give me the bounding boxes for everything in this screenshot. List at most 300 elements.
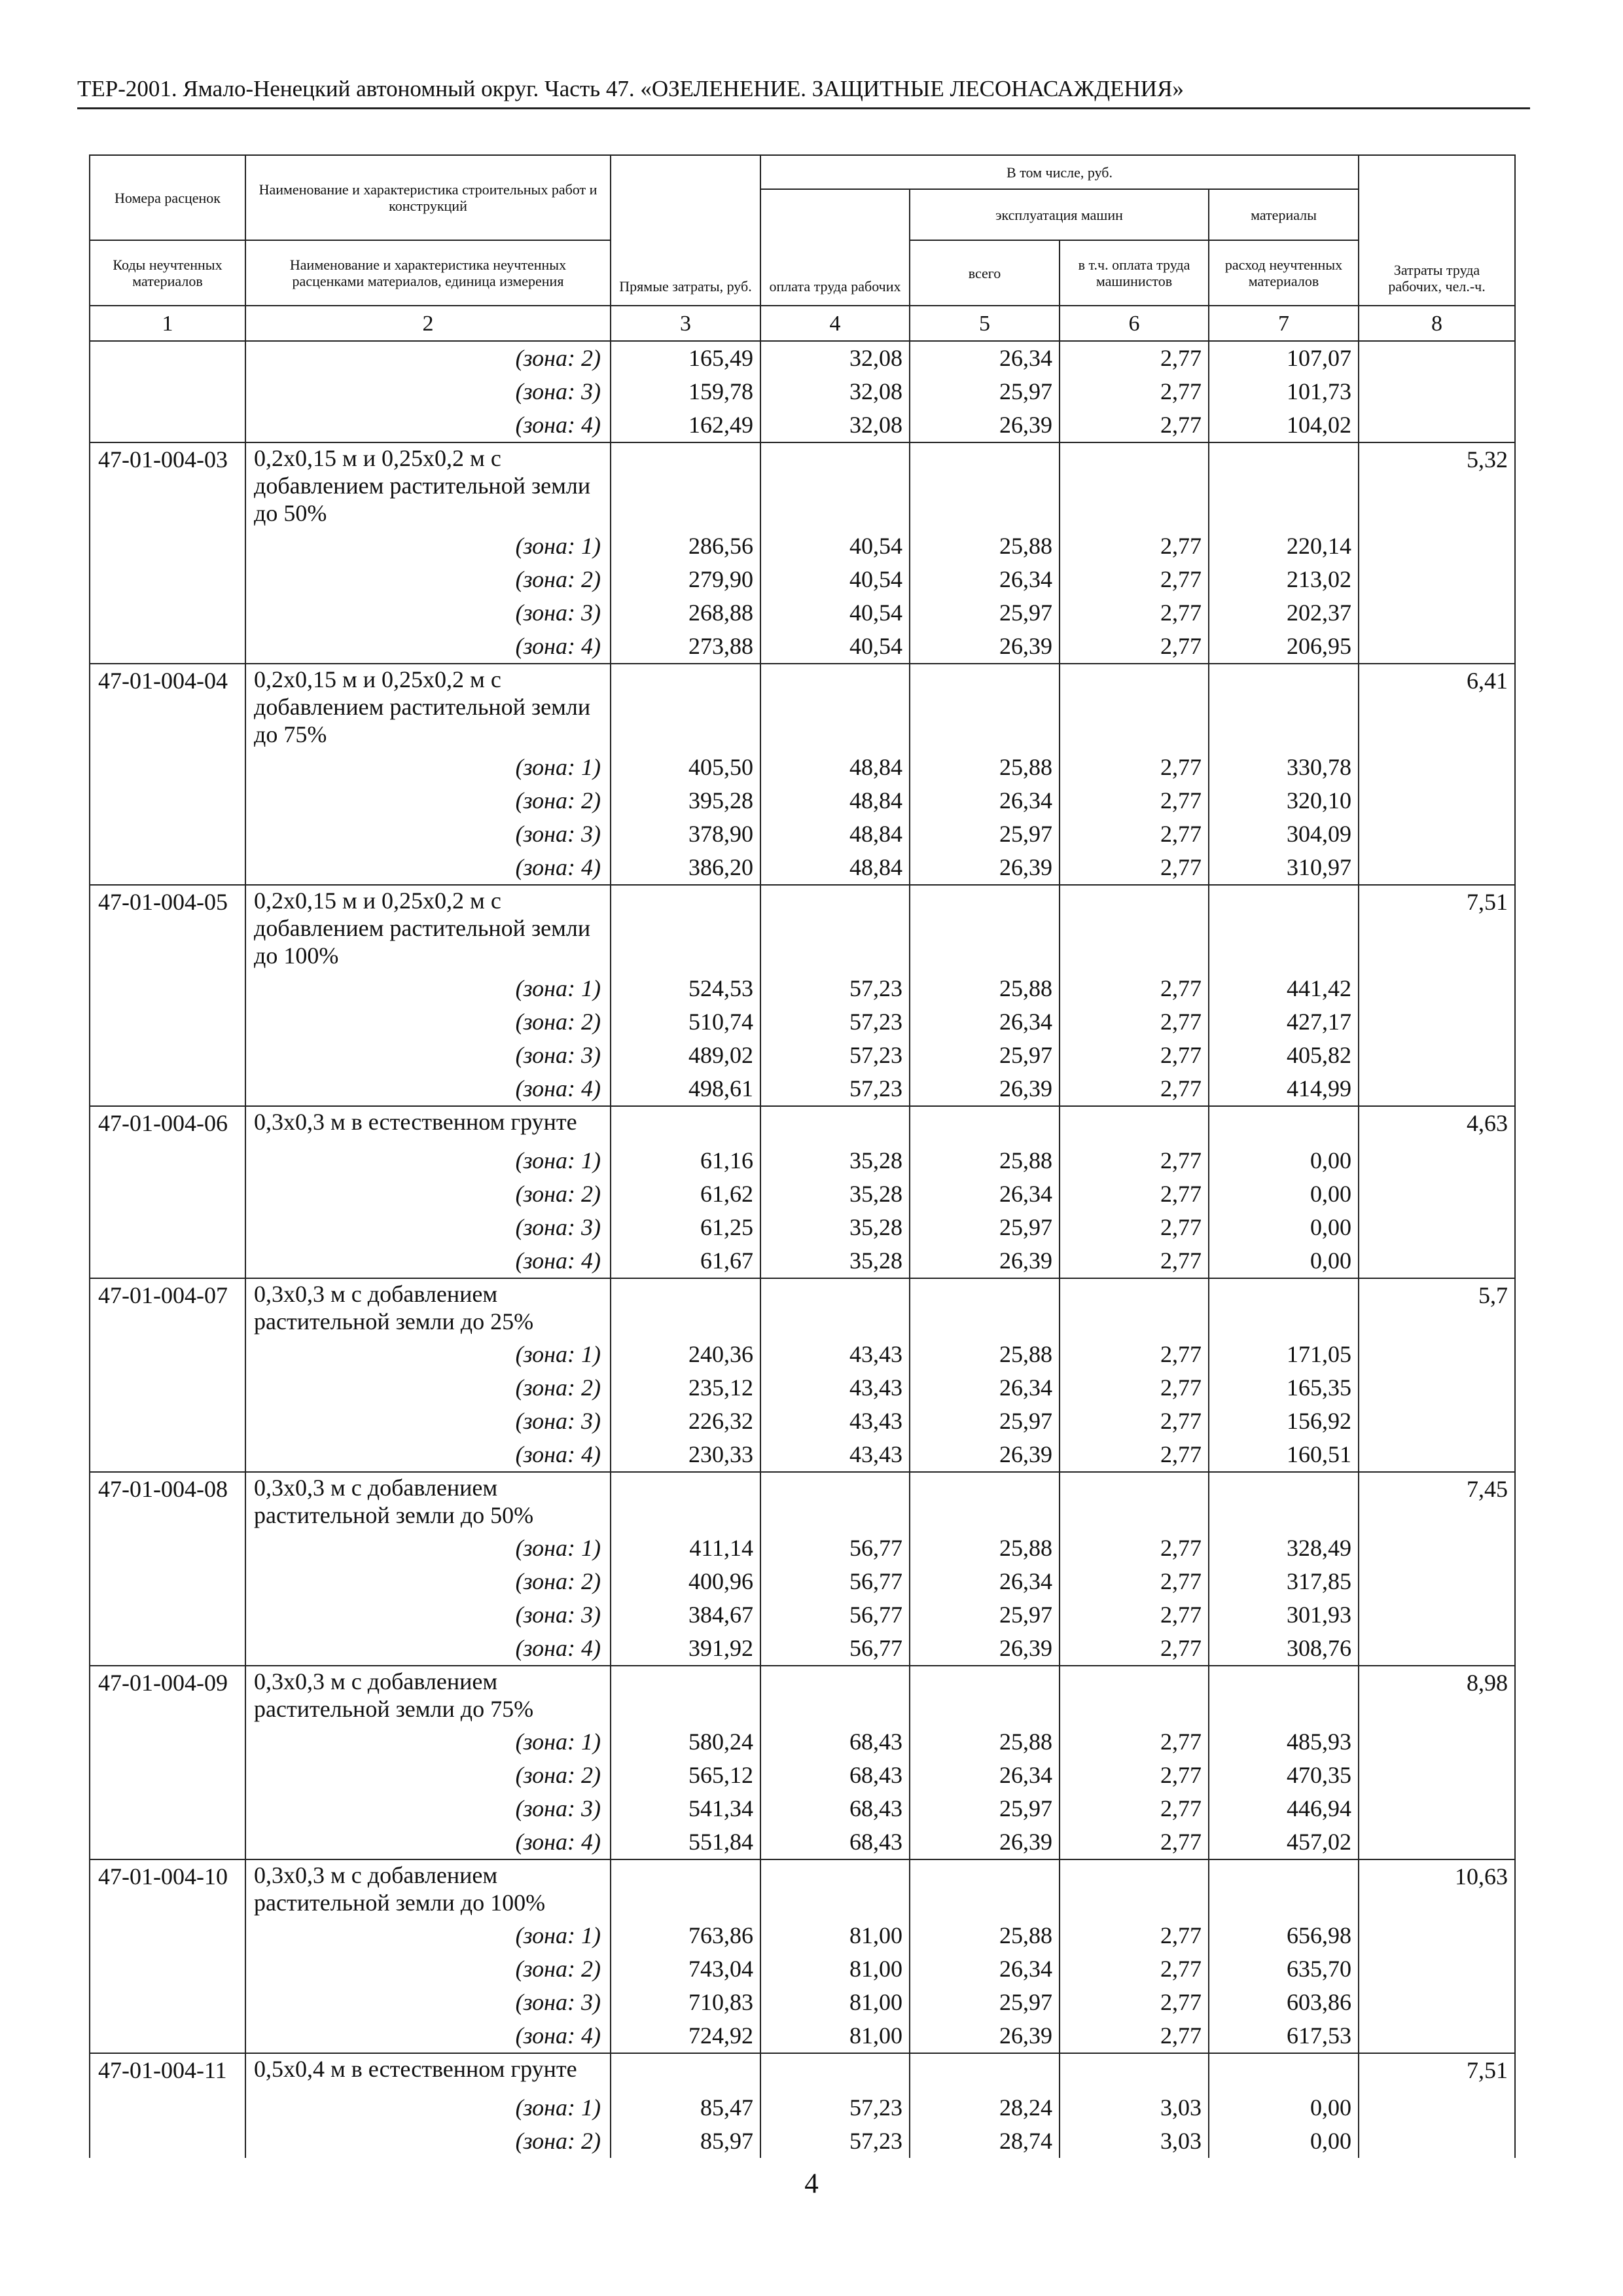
empty-cell [760, 1472, 910, 1532]
machines-total: 28,74 [910, 2125, 1060, 2158]
direct-cost: 240,36 [611, 1338, 760, 1371]
operators-pay: 2,77 [1060, 1725, 1209, 1759]
direct-cost: 551,84 [611, 1825, 760, 1859]
labor-cost: 5,7 [1359, 1278, 1515, 1472]
materials-cost: 171,05 [1209, 1338, 1359, 1371]
table-row [90, 596, 1515, 630]
labor-cost: 7,45 [1359, 1472, 1515, 1666]
operators-pay: 2,77 [1060, 851, 1209, 885]
machines-total: 26,34 [910, 563, 1060, 596]
empty-cell [1209, 885, 1359, 972]
machines-total: 25,97 [910, 596, 1060, 630]
machines-total: 25,88 [910, 1532, 1060, 1565]
zone-label: (зона: 2) [245, 2125, 611, 2158]
col-name-header: Наименование и характеристика строительных работ и конструкций [245, 155, 611, 240]
workers-pay: 56,77 [760, 1598, 910, 1632]
zone-label: (зона: 3) [245, 1039, 611, 1072]
machines-total: 25,97 [910, 1986, 1060, 2019]
operators-pay: 2,77 [1060, 1371, 1209, 1405]
table-row [90, 341, 1515, 375]
workers-pay: 35,28 [760, 1211, 910, 1244]
labor-cost: 8,98 [1359, 1666, 1515, 1859]
workers-pay: 48,84 [760, 851, 910, 885]
col-name-sub-header: Наименование и характеристика неучтенных расценками материалов, единица измерения [245, 240, 611, 306]
workers-pay: 32,08 [760, 341, 910, 375]
zone-label: (зона: 3) [245, 1211, 611, 1244]
operators-pay: 2,77 [1060, 1211, 1209, 1244]
operators-pay: 2,77 [1060, 1438, 1209, 1472]
direct-cost: 400,96 [611, 1565, 760, 1598]
empty-cell [1060, 2053, 1209, 2091]
column-number: 6 [1060, 306, 1209, 341]
empty-cell [1209, 1106, 1359, 1144]
col-codes-sub-header: Коды неучтенных материалов [90, 240, 245, 306]
machines-total: 26,34 [910, 1005, 1060, 1039]
machines-operators-header: в т.ч. оплата труда машинистов [1060, 240, 1209, 306]
empty-cell [910, 1472, 1060, 1532]
workers-pay: 40,54 [760, 563, 910, 596]
table-row [90, 751, 1515, 784]
materials-cost: 320,10 [1209, 784, 1359, 817]
direct-cost: 61,25 [611, 1211, 760, 1244]
machines-total: 25,88 [910, 972, 1060, 1005]
operators-pay: 2,77 [1060, 1005, 1209, 1039]
materials-cost: 107,07 [1209, 341, 1359, 375]
rates-table [89, 154, 1516, 2158]
empty-cell [910, 885, 1060, 972]
direct-cost: 580,24 [611, 1725, 760, 1759]
labor-cost: 4,63 [1359, 1106, 1515, 1278]
machines-total: 26,34 [910, 341, 1060, 375]
zone-label: (зона: 4) [245, 1632, 611, 1666]
direct-cost: 85,97 [611, 2125, 760, 2158]
direct-cost: 498,61 [611, 1072, 760, 1106]
empty-cell [611, 1472, 760, 1532]
table-row [90, 1952, 1515, 1986]
operators-pay: 2,77 [1060, 1144, 1209, 1177]
workers-pay: 57,23 [760, 1039, 910, 1072]
materials-cost: 165,35 [1209, 1371, 1359, 1405]
empty-cell [910, 664, 1060, 751]
zone-label: (зона: 4) [245, 1438, 611, 1472]
empty-cell [611, 1666, 760, 1725]
empty-cell [760, 664, 910, 751]
table-row [90, 2091, 1515, 2125]
column-number: 1 [90, 306, 245, 341]
machines-total: 26,34 [910, 1952, 1060, 1986]
operators-pay: 2,77 [1060, 1759, 1209, 1792]
materials-cost: 0,00 [1209, 1144, 1359, 1177]
workers-pay: 68,43 [760, 1759, 910, 1792]
zone-label: (зона: 3) [245, 375, 611, 408]
empty-cell [1060, 442, 1209, 529]
materials-cost: 213,02 [1209, 563, 1359, 596]
table-row [90, 1438, 1515, 1472]
zone-label: (зона: 1) [245, 1919, 611, 1952]
direct-cost: 279,90 [611, 563, 760, 596]
empty-cell [760, 2053, 910, 2091]
column-number: 5 [910, 306, 1060, 341]
table-row [90, 1405, 1515, 1438]
machines-total: 25,88 [910, 1725, 1060, 1759]
operators-pay: 2,77 [1060, 596, 1209, 630]
machines-total: 26,39 [910, 408, 1060, 442]
operators-pay: 2,77 [1060, 563, 1209, 596]
machines-total: 25,97 [910, 375, 1060, 408]
zone-label: (зона: 2) [245, 563, 611, 596]
direct-cost: 743,04 [611, 1952, 760, 1986]
machines-total: 26,39 [910, 2019, 1060, 2053]
empty-cell [1060, 1666, 1209, 1725]
zone-label: (зона: 1) [245, 529, 611, 563]
machines-total: 25,97 [910, 1598, 1060, 1632]
table-row [90, 408, 1515, 442]
workers-pay: 40,54 [760, 630, 910, 664]
machines-total: 26,39 [910, 630, 1060, 664]
empty-cell [1209, 1666, 1359, 1725]
empty-cell [760, 1666, 910, 1725]
workers-pay: 48,84 [760, 817, 910, 851]
operators-pay: 2,77 [1060, 341, 1209, 375]
machines-total: 26,34 [910, 784, 1060, 817]
empty-cell [910, 1278, 1060, 1338]
empty-cell [760, 1106, 910, 1144]
workers-pay: 35,28 [760, 1244, 910, 1278]
col-codes-header: Номера расценок [90, 155, 245, 240]
table-row [90, 529, 1515, 563]
direct-cost: 405,50 [611, 751, 760, 784]
zone-label: (зона: 1) [245, 972, 611, 1005]
operators-pay: 2,77 [1060, 751, 1209, 784]
materials-cost: 470,35 [1209, 1759, 1359, 1792]
rate-group-row [90, 442, 1515, 529]
operators-pay: 2,77 [1060, 1919, 1209, 1952]
empty-cell [910, 2053, 1060, 2091]
column-number: 2 [245, 306, 611, 341]
direct-cost: 165,49 [611, 341, 760, 375]
materials-cost: 414,99 [1209, 1072, 1359, 1106]
workers-pay: 48,84 [760, 751, 910, 784]
materials-cost: 202,37 [1209, 596, 1359, 630]
rate-code: 47-01-004-04 [90, 664, 245, 885]
operators-pay: 2,77 [1060, 2019, 1209, 2053]
table-row [90, 1532, 1515, 1565]
labor-cost: 10,63 [1359, 1859, 1515, 2053]
workers-pay: 68,43 [760, 1792, 910, 1825]
direct-cost: 286,56 [611, 529, 760, 563]
rate-description: 0,3x0,3 м с добавлением растительной земли до 25% [245, 1278, 611, 1338]
machines-total: 25,88 [910, 751, 1060, 784]
materials-cost: 0,00 [1209, 1211, 1359, 1244]
rate-code: 47-01-004-11 [90, 2053, 245, 2158]
table-row [90, 1338, 1515, 1371]
rate-code: 47-01-004-07 [90, 1278, 245, 1472]
workers-pay: 81,00 [760, 1952, 910, 1986]
materials-cost: 427,17 [1209, 1005, 1359, 1039]
table-row [90, 1825, 1515, 1859]
rate-description: 0,2x0,15 м и 0,25x0,2 м с добавлением растительной земли до 100% [245, 885, 611, 972]
operators-pay: 2,77 [1060, 1986, 1209, 2019]
direct-cost: 235,12 [611, 1371, 760, 1405]
table-row [90, 1919, 1515, 1952]
operators-pay: 2,77 [1060, 1565, 1209, 1598]
machines-total: 26,34 [910, 1177, 1060, 1211]
operators-pay: 2,77 [1060, 375, 1209, 408]
table-row [90, 817, 1515, 851]
empty-cell [910, 442, 1060, 529]
workers-pay: 43,43 [760, 1438, 910, 1472]
direct-cost: 61,62 [611, 1177, 760, 1211]
workers-pay: 35,28 [760, 1177, 910, 1211]
workers-pay: 48,84 [760, 784, 910, 817]
machines-total: 26,39 [910, 1072, 1060, 1106]
column-number: 3 [611, 306, 760, 341]
table-row [90, 972, 1515, 1005]
empty-cell [611, 885, 760, 972]
materials-cost: 446,94 [1209, 1792, 1359, 1825]
empty-cell [1209, 1472, 1359, 1532]
direct-cost: 411,14 [611, 1532, 760, 1565]
zone-label: (зона: 4) [245, 1825, 611, 1859]
rate-description: 0,2x0,15 м и 0,25x0,2 м с добавлением растительной земли до 75% [245, 664, 611, 751]
materials-cost: 330,78 [1209, 751, 1359, 784]
zone-label: (зона: 4) [245, 851, 611, 885]
operators-pay: 2,77 [1060, 1039, 1209, 1072]
machines-total: 25,97 [910, 1405, 1060, 1438]
rate-description: 0,2x0,15 м и 0,25x0,2 м с добавлением растительной земли до 50% [245, 442, 611, 529]
operators-pay: 2,77 [1060, 784, 1209, 817]
rate-description: 0,3x0,3 м с добавлением растительной земли до 100% [245, 1859, 611, 1919]
zone-label: (зона: 1) [245, 1725, 611, 1759]
operators-pay: 2,77 [1060, 972, 1209, 1005]
workers-pay: 56,77 [760, 1532, 910, 1565]
direct-cost: 273,88 [611, 630, 760, 664]
rate-description: 0,3x0,3 м с добавлением растительной земли до 75% [245, 1666, 611, 1725]
direct-cost: 159,78 [611, 375, 760, 408]
machines-total: 25,88 [910, 1144, 1060, 1177]
zone-label: (зона: 2) [245, 1371, 611, 1405]
rate-group-row [90, 1106, 1515, 1144]
table-header [90, 155, 1515, 341]
workers-pay: 57,23 [760, 2125, 910, 2158]
empty-cell [910, 1106, 1060, 1144]
machines-total: 26,39 [910, 1244, 1060, 1278]
workers-pay: 32,08 [760, 408, 910, 442]
empty-cell [1060, 1278, 1209, 1338]
workers-pay: 81,00 [760, 1919, 910, 1952]
zone-label: (зона: 2) [245, 784, 611, 817]
rate-group-row [90, 664, 1515, 751]
empty-cell [611, 664, 760, 751]
rate-group-row [90, 1666, 1515, 1725]
table-row [90, 563, 1515, 596]
zone-label: (зона: 2) [245, 341, 611, 375]
direct-cost: 541,34 [611, 1792, 760, 1825]
operators-pay: 2,77 [1060, 817, 1209, 851]
table-row [90, 784, 1515, 817]
empty-cell [611, 442, 760, 529]
workers-pay: 81,00 [760, 1986, 910, 2019]
zone-label: (зона: 1) [245, 1144, 611, 1177]
workers-pay: 68,43 [760, 1725, 910, 1759]
workers-pay: 35,28 [760, 1144, 910, 1177]
table-row [90, 1986, 1515, 2019]
materials-cost: 656,98 [1209, 1919, 1359, 1952]
empty-cell [1060, 885, 1209, 972]
table-row [90, 851, 1515, 885]
machines-total: 28,24 [910, 2091, 1060, 2125]
zone-label: (зона: 2) [245, 1952, 611, 1986]
operators-pay: 3,03 [1060, 2091, 1209, 2125]
empty-cell [910, 1666, 1060, 1725]
empty-cell [910, 1859, 1060, 1919]
operators-pay: 2,77 [1060, 1072, 1209, 1106]
labor-cost: 7,51 [1359, 2053, 1515, 2158]
workers-pay: 57,23 [760, 1005, 910, 1039]
materials-cost: 220,14 [1209, 529, 1359, 563]
operators-pay: 3,03 [1060, 2125, 1209, 2158]
empty-cell [1060, 1472, 1209, 1532]
zone-label: (зона: 1) [245, 1532, 611, 1565]
labor-cost [1359, 341, 1515, 442]
materials-header: материалы [1209, 189, 1359, 240]
empty-cell [611, 2053, 760, 2091]
empty-cell [1209, 442, 1359, 529]
labor-cost: 5,32 [1359, 442, 1515, 664]
table-row [90, 1211, 1515, 1244]
materials-cost: 457,02 [1209, 1825, 1359, 1859]
table-row [90, 1565, 1515, 1598]
zone-label: (зона: 3) [245, 817, 611, 851]
operators-pay: 2,77 [1060, 630, 1209, 664]
materials-cost: 301,93 [1209, 1598, 1359, 1632]
direct-cost: 85,47 [611, 2091, 760, 2125]
machines-total: 26,39 [910, 1632, 1060, 1666]
operators-pay: 2,77 [1060, 408, 1209, 442]
materials-cost: 635,70 [1209, 1952, 1359, 1986]
materials-cost: 405,82 [1209, 1039, 1359, 1072]
table-row [90, 1792, 1515, 1825]
materials-cost: 308,76 [1209, 1632, 1359, 1666]
empty-cell [1209, 664, 1359, 751]
zone-label: (зона: 1) [245, 751, 611, 784]
machines-header: эксплуатация машин [910, 189, 1209, 240]
materials-cost: 0,00 [1209, 1244, 1359, 1278]
machines-total: 26,34 [910, 1371, 1060, 1405]
machines-total: 25,88 [910, 1338, 1060, 1371]
zone-label: (зона: 4) [245, 1072, 611, 1106]
direct-cost: 384,67 [611, 1598, 760, 1632]
materials-cost: 0,00 [1209, 1177, 1359, 1211]
machines-total-header: всего [910, 240, 1060, 306]
zone-label: (зона: 2) [245, 1177, 611, 1211]
direct-cost: 268,88 [611, 596, 760, 630]
column-numbers-row [90, 306, 1515, 341]
labor-cost: 7,51 [1359, 885, 1515, 1106]
direct-cost: 378,90 [611, 817, 760, 851]
empty-cell [1209, 1859, 1359, 1919]
operators-pay: 2,77 [1060, 1532, 1209, 1565]
direct-cost: 565,12 [611, 1759, 760, 1792]
empty-cell [1060, 1859, 1209, 1919]
column-number: 7 [1209, 306, 1359, 341]
operators-pay: 2,77 [1060, 529, 1209, 563]
direct-cost: 395,28 [611, 784, 760, 817]
rate-code: 47-01-004-03 [90, 442, 245, 664]
rate-code: 47-01-004-06 [90, 1106, 245, 1278]
materials-cost: 160,51 [1209, 1438, 1359, 1472]
direct-cost: 524,53 [611, 972, 760, 1005]
machines-total: 25,97 [910, 1039, 1060, 1072]
zone-label: (зона: 3) [245, 1598, 611, 1632]
zone-label: (зона: 2) [245, 1759, 611, 1792]
machines-total: 25,88 [910, 529, 1060, 563]
table-row [90, 1598, 1515, 1632]
zone-label: (зона: 1) [245, 1338, 611, 1371]
materials-cost: 310,97 [1209, 851, 1359, 885]
zone-label: (зона: 4) [245, 2019, 611, 2053]
machines-total: 25,97 [910, 1792, 1060, 1825]
col-labor-header: Затраты труда рабочих, чел.-ч. [1359, 155, 1515, 306]
empty-cell [1209, 1278, 1359, 1338]
direct-cost: 61,67 [611, 1244, 760, 1278]
rate-description: 0,5x0,4 м в естественном грунте [245, 2053, 611, 2091]
materials-cost: 603,86 [1209, 1986, 1359, 2019]
column-number: 8 [1359, 306, 1515, 341]
zone-label: (зона: 3) [245, 1405, 611, 1438]
operators-pay: 2,77 [1060, 1338, 1209, 1371]
direct-cost: 61,16 [611, 1144, 760, 1177]
materials-cost: 0,00 [1209, 2091, 1359, 2125]
zone-label: (зона: 1) [245, 2091, 611, 2125]
rate-group-row [90, 1472, 1515, 1532]
empty-cell [1209, 2053, 1359, 2091]
machines-total: 26,34 [910, 1565, 1060, 1598]
rate-description: 0,3x0,3 м с добавлением растительной земли до 50% [245, 1472, 611, 1532]
table-row [90, 1725, 1515, 1759]
zone-label: (зона: 3) [245, 1792, 611, 1825]
direct-cost: 226,32 [611, 1405, 760, 1438]
rate-group-row [90, 2053, 1515, 2091]
operators-pay: 2,77 [1060, 1598, 1209, 1632]
col-direct-header: Прямые затраты, руб. [611, 155, 760, 306]
workers-pay: 32,08 [760, 375, 910, 408]
zone-label: (зона: 4) [245, 408, 611, 442]
empty-cell [1060, 1106, 1209, 1144]
machines-total: 26,34 [910, 1759, 1060, 1792]
machines-total: 26,39 [910, 1825, 1060, 1859]
col-pay-header: оплата труда рабочих [760, 189, 910, 306]
zone-label: (зона: 4) [245, 1244, 611, 1278]
materials-cost: 328,49 [1209, 1532, 1359, 1565]
incl-group-header: В том числе, руб. [760, 155, 1359, 189]
rate-code: 47-01-004-10 [90, 1859, 245, 2053]
direct-cost: 763,86 [611, 1919, 760, 1952]
operators-pay: 2,77 [1060, 1792, 1209, 1825]
workers-pay: 56,77 [760, 1632, 910, 1666]
operators-pay: 2,77 [1060, 1244, 1209, 1278]
materials-cost: 101,73 [1209, 375, 1359, 408]
direct-cost: 724,92 [611, 2019, 760, 2053]
table-row [90, 1632, 1515, 1666]
table-row [90, 1371, 1515, 1405]
empty-cell [760, 885, 910, 972]
empty-cell [611, 1859, 760, 1919]
direct-cost: 386,20 [611, 851, 760, 885]
zone-label: (зона: 4) [245, 630, 611, 664]
table-row [90, 1144, 1515, 1177]
empty-cell [611, 1106, 760, 1144]
